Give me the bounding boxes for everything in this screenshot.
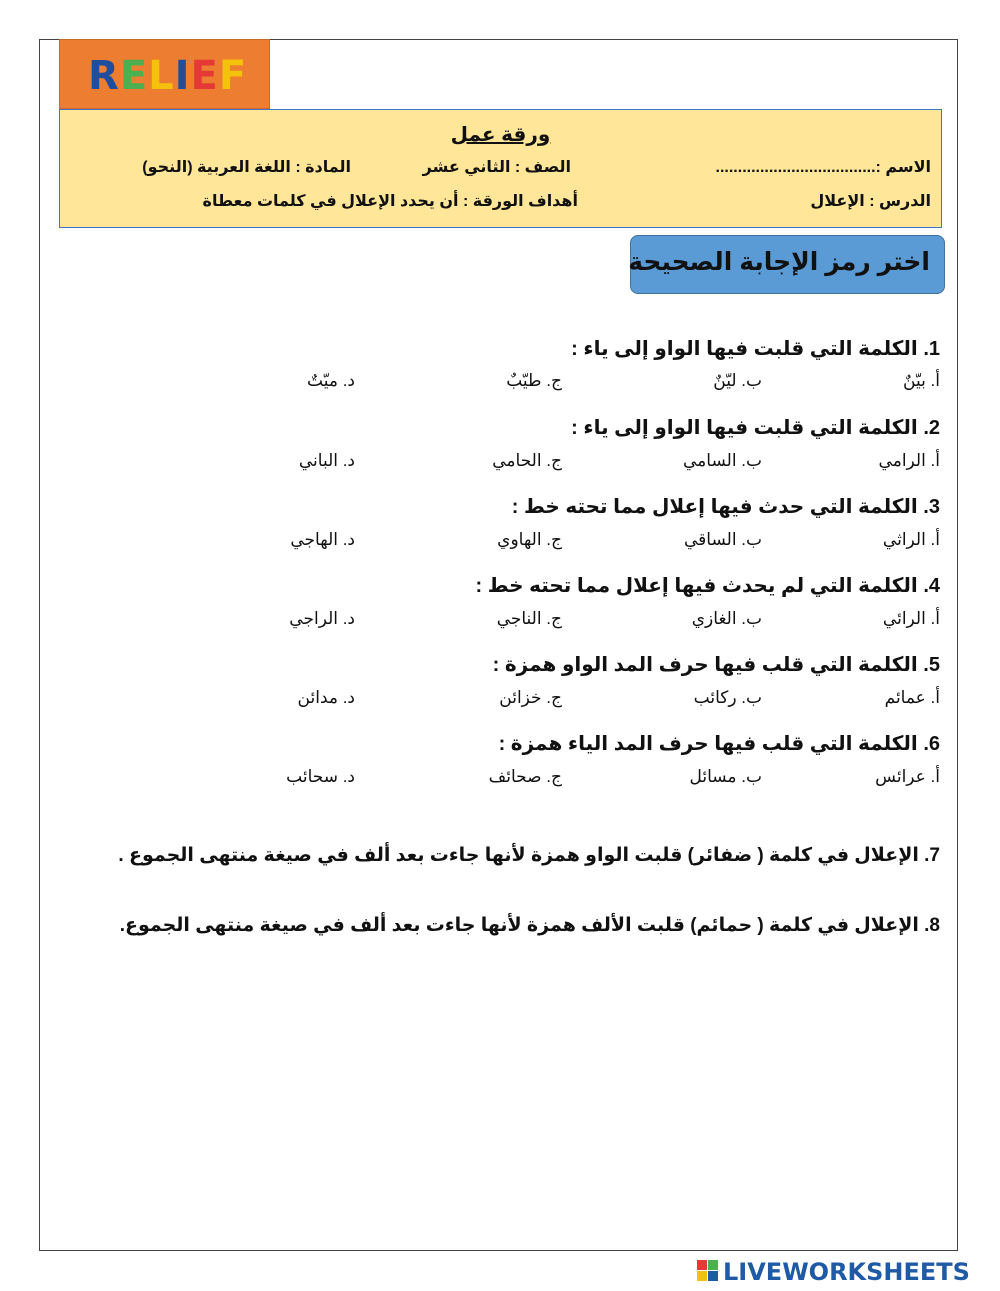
question-5: 5. الكلمة التي قلب فيها حرف المد الواو همزة : — [492, 654, 940, 676]
option-2c[interactable]: ج. الحامي — [492, 451, 562, 470]
option-4d[interactable]: د. الراجي — [289, 609, 355, 628]
grade-label: الصف : الثاني عشر — [422, 159, 571, 176]
lesson-label: الدرس : الإعلال — [810, 193, 931, 210]
worksheet-title: ورقة عمل — [450, 124, 551, 146]
option-5c[interactable]: ج. خزائن — [499, 688, 562, 707]
option-6c[interactable]: ج. صحائف — [488, 767, 562, 786]
option-1d[interactable]: د. ميّتٌ — [307, 371, 355, 390]
option-3b[interactable]: ب. الساقي — [684, 530, 762, 549]
option-5d[interactable]: د. مدائن — [297, 688, 355, 707]
option-3c[interactable]: ج. الهاوي — [497, 530, 562, 549]
option-3d[interactable]: د. الهاجي — [290, 530, 355, 549]
option-4c[interactable]: ج. الناجي — [496, 609, 562, 628]
student-name-field: الاسم :.................................... — [715, 159, 931, 176]
option-6b[interactable]: ب. مسائل — [689, 767, 762, 786]
logo-letter: F — [218, 53, 248, 99]
logo-letter: L — [148, 53, 175, 99]
option-1b[interactable]: ب. ليّنٌ — [713, 371, 762, 390]
icon-square — [708, 1271, 718, 1281]
option-3a[interactable]: أ. الراثي — [882, 530, 940, 549]
question-3: 3. الكلمة التي حدث فيها إعلال مما تحته خط : — [511, 496, 940, 518]
option-2d[interactable]: د. الباني — [298, 451, 355, 470]
option-4b[interactable]: ب. الغازي — [691, 609, 762, 628]
option-6a[interactable]: أ. عرائس — [875, 767, 940, 786]
objectives-label: أهداف الورقة : أن يحدد الإعلال في كلمات معطاة — [202, 193, 578, 210]
option-2a[interactable]: أ. الرامي — [878, 451, 940, 470]
option-6d[interactable]: د. سحائب — [286, 767, 355, 786]
question-6: 6. الكلمة التي قلب فيها حرف المد الياء همزة : — [498, 733, 940, 755]
relief-logo — [59, 39, 270, 109]
instruction-box — [630, 235, 945, 294]
relief-logo-text — [88, 53, 248, 99]
subject-label: المادة : اللغة العربية (النحو) — [142, 159, 351, 176]
logo-letter: E — [190, 53, 219, 99]
option-1a[interactable]: أ. بيّنٌ — [903, 371, 940, 390]
option-5a[interactable]: أ. عمائم — [884, 688, 940, 707]
statement-8: 8. الإعلال في كلمة ( حمائم) قلبت الألف همزة لأنها جاءت بعد ألف في صيغة منتهى الجموع. — [119, 915, 940, 936]
logo-letter: E — [119, 53, 149, 99]
option-2b[interactable]: ب. السامي — [683, 451, 762, 470]
liveworksheets-icon — [697, 1260, 719, 1282]
option-5b[interactable]: ب. ركائب — [693, 688, 762, 707]
liveworksheets-text: LIVEWORKSHEETS — [723, 1258, 970, 1286]
option-1c[interactable]: ج. طيّبٌ — [506, 371, 562, 390]
icon-square — [708, 1260, 718, 1270]
question-4: 4. الكلمة التي لم يحدث فيها إعلال مما تحته خط : — [475, 575, 940, 597]
logo-letter: R — [88, 53, 120, 99]
instruction-text: اختر رمز الإجابة الصحيحة — [628, 248, 930, 276]
question-2: 2. الكلمة التي قلبت فيها الواو إلى ياء : — [571, 417, 940, 439]
question-1: 1. الكلمة التي قلبت فيها الواو إلى ياء : — [571, 338, 940, 360]
worksheet-header — [59, 109, 942, 228]
icon-square — [697, 1271, 707, 1281]
statement-7: 7. الإعلال في كلمة ( ضفائر) قلبت الواو همزة لأنها جاءت بعد ألف في صيغة منتهى الجموع . — [118, 845, 940, 866]
icon-square — [697, 1260, 707, 1270]
logo-letter: I — [174, 53, 191, 99]
option-4a[interactable]: أ. الرائي — [882, 609, 940, 628]
